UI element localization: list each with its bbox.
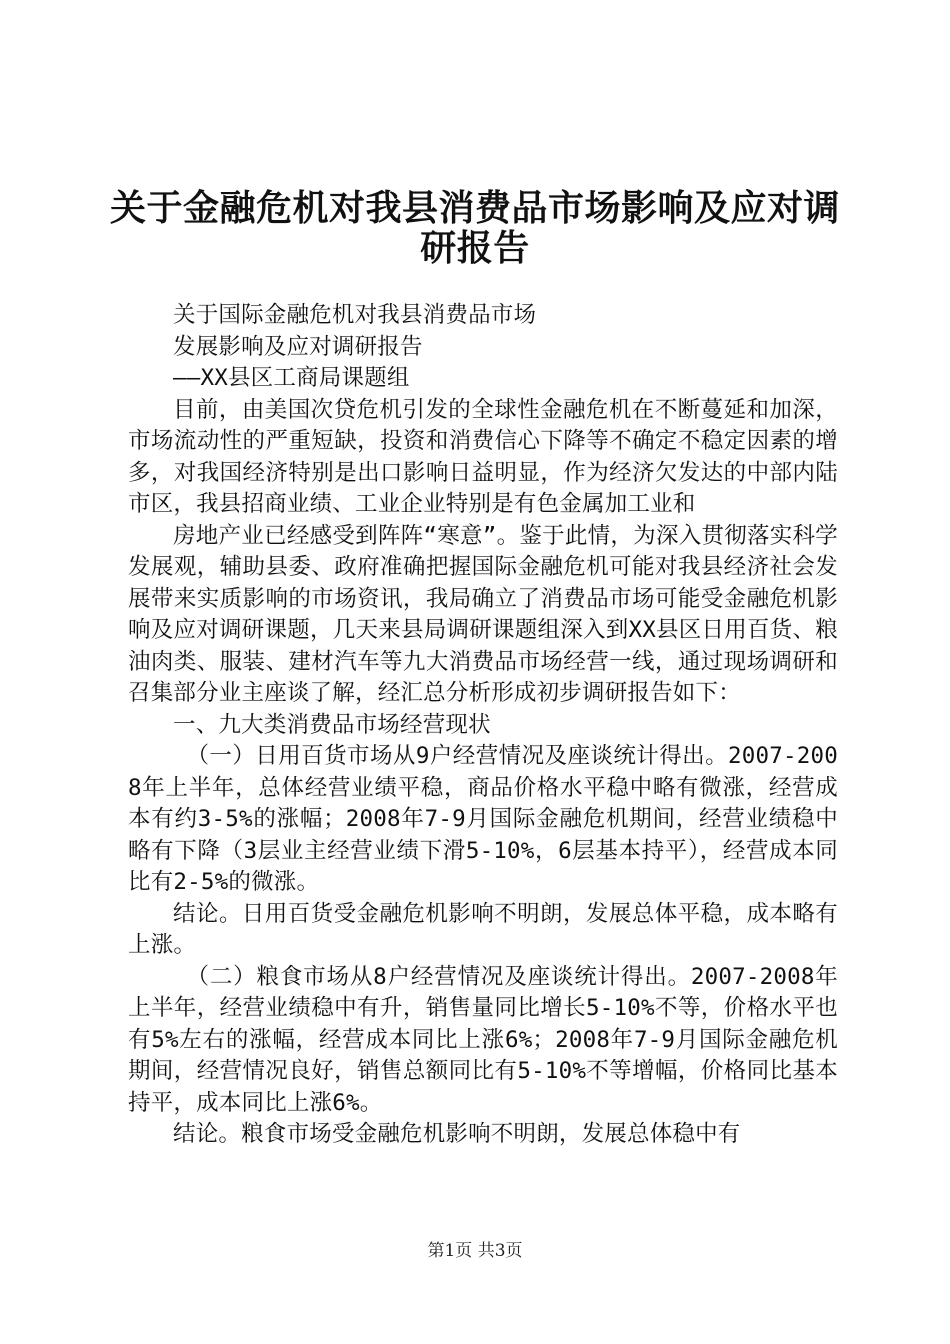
document-body — [128, 300, 838, 1151]
body-paragraph: （一）日用百货市场从9户经营情况及座谈统计得出。2007-2008年上半年，总体经营业绩平稳，商品价格水平稳中略有微涨，经营成本有约3-5%的涨幅；2008年7-9月国际金融危机期间，经营业绩稳中略有下降（3层业主经营业绩下滑5-10%，6层基本持平），经营成本同比有2-5%的微涨。 — [128, 743, 838, 895]
body-paragraph: 目前，由美国次贷危机引发的全球性金融危机在不断蔓延和加深，市场流动性的严重短缺，投资和消费信心下降等不确定不稳定因素的增多，对我国经济特别是出口影响日益明显，作为经济欠发达的中部内陆市区，我县招商业绩、工业企业特别是有色金属加工业和 — [128, 396, 838, 517]
subtitle-line-1: 关于国际金融危机对我县消费品市场 — [173, 302, 537, 328]
body-paragraph: （二）粮食市场从8户经营情况及座谈统计得出。2007-2008年上半年，经营业绩稳中有升，销售量同比增长5-10%不等，价格水平也有5%左右的涨幅，经营成本同比上涨6%；2008年7-9月国际金融危机期间，经营情况良好，销售总额同比有5-10%不等增幅，价格同比基本持平，成本同比上涨6%。 — [128, 963, 838, 1116]
body-paragraph: 房地产业已经感受到阵阵“寒意”。鉴于此情，为深入贯彻落实科学发展观，辅助县委、政府准确把握国际金融危机可能对我县经济社会发展带来实质影响的市场资讯，我局确立了消费品市场可能受金融危机影响及应对调研课题，几天来县局调研课题组深入到XX县区日用百货、粮油肉类、服装、建材汽车等九大消费品市场经营一线，通过现场调研和召集部分业主座谈了解，经汇总分析形成初步调研报告如下： — [128, 522, 838, 706]
conclusion-paragraph: 结论。日用百货受金融危机影响不明朗，发展总体平稳，成本略有上涨。 — [128, 900, 838, 958]
author-line: ——XX县区工商局课题组 — [173, 365, 410, 391]
page-footer: 第1页 共3页 — [427, 1241, 523, 1261]
subtitle-line-2: 发展影响及应对调研报告 — [173, 333, 423, 360]
conclusion-paragraph: 结论。粮食市场受金融危机影响不明朗，发展总体稳中有 — [173, 1121, 741, 1147]
document-title-line-2: 研报告 — [420, 227, 530, 269]
document-title-line-1: 关于金融危机对我县消费品市场影响及应对调 — [110, 187, 841, 229]
section-heading: 一、九大类消费品市场经营现状 — [173, 711, 491, 738]
